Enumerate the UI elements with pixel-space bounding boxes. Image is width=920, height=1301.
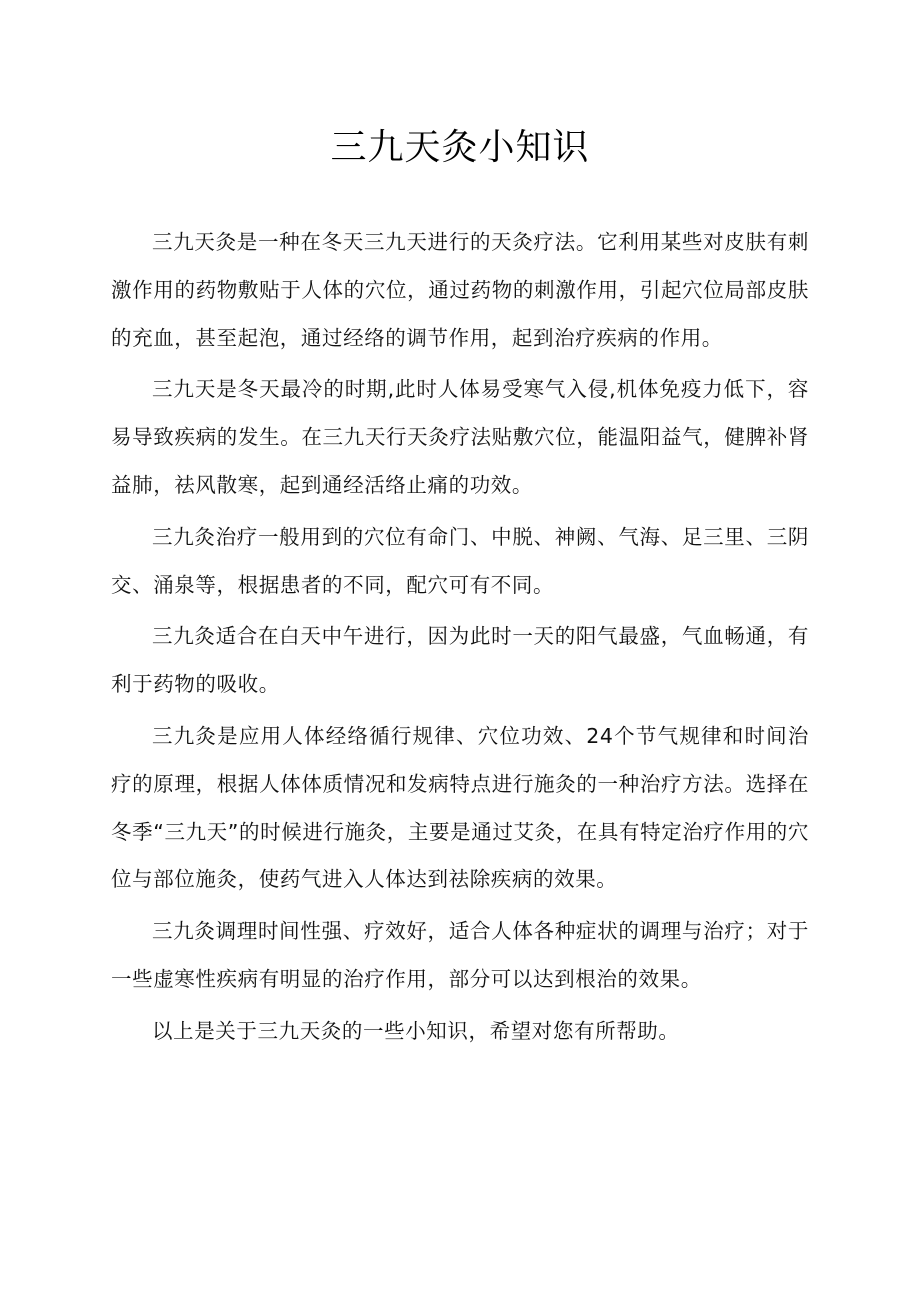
document-title: 三九天灸小知识 [330,127,590,168]
paragraph-5: 三九灸是应用人体经络循行规律、穴位功效、24个节气规律和时间治疗的原理，根据人体体质情况和发病特点进行施灸的一种治疗方法。选择在冬季“三九天”的时候进行施灸，主要是通过艾灸，在具有特定治疗作用的穴位与部位施灸，使药气进入人体达到祛除疾病的效果。 [111,723,809,892]
paragraph-2: 三九天是冬天最冷的时期,此时人体易受寒气入侵,机体免疫力低下，容易导致疾病的发生。在三九天行天灸疗法贴敷穴位，能温阳益气，健脾补肾益肺，祛风散寒，起到通经活络止痛的功效。 [111,377,809,497]
paragraph-1: 三九天灸是一种在冬天三九天进行的天灸疗法。它利用某些对皮肤有刺激作用的药物敷贴于人体的穴位，通过药物的刺激作用，引起穴位局部皮肤的充血，甚至起泡，通过经络的调节作用，起到治疗疾病的作用。 [111,230,809,350]
paragraph-7: 以上是关于三九天灸的一些小知识，希望对您有所帮助。 [152,1018,680,1043]
paragraph-4: 三九灸适合在白天中午进行，因为此时一天的阳气最盛，气血畅通，有利于药物的吸收。 [111,624,809,697]
paragraph-3: 三九灸治疗一般用到的穴位有命门、中脱、神阙、气海、足三里、三阴交、涌泉等，根据患者的不同，配穴可有不同。 [111,524,809,597]
paragraph-6: 三九灸调理时间性强、疗效好，适合人体各种症状的调理与治疗；对于一些虚寒性疾病有明显的治疗作用，部分可以达到根治的效果。 [111,919,809,991]
document-body [111,219,809,1060]
